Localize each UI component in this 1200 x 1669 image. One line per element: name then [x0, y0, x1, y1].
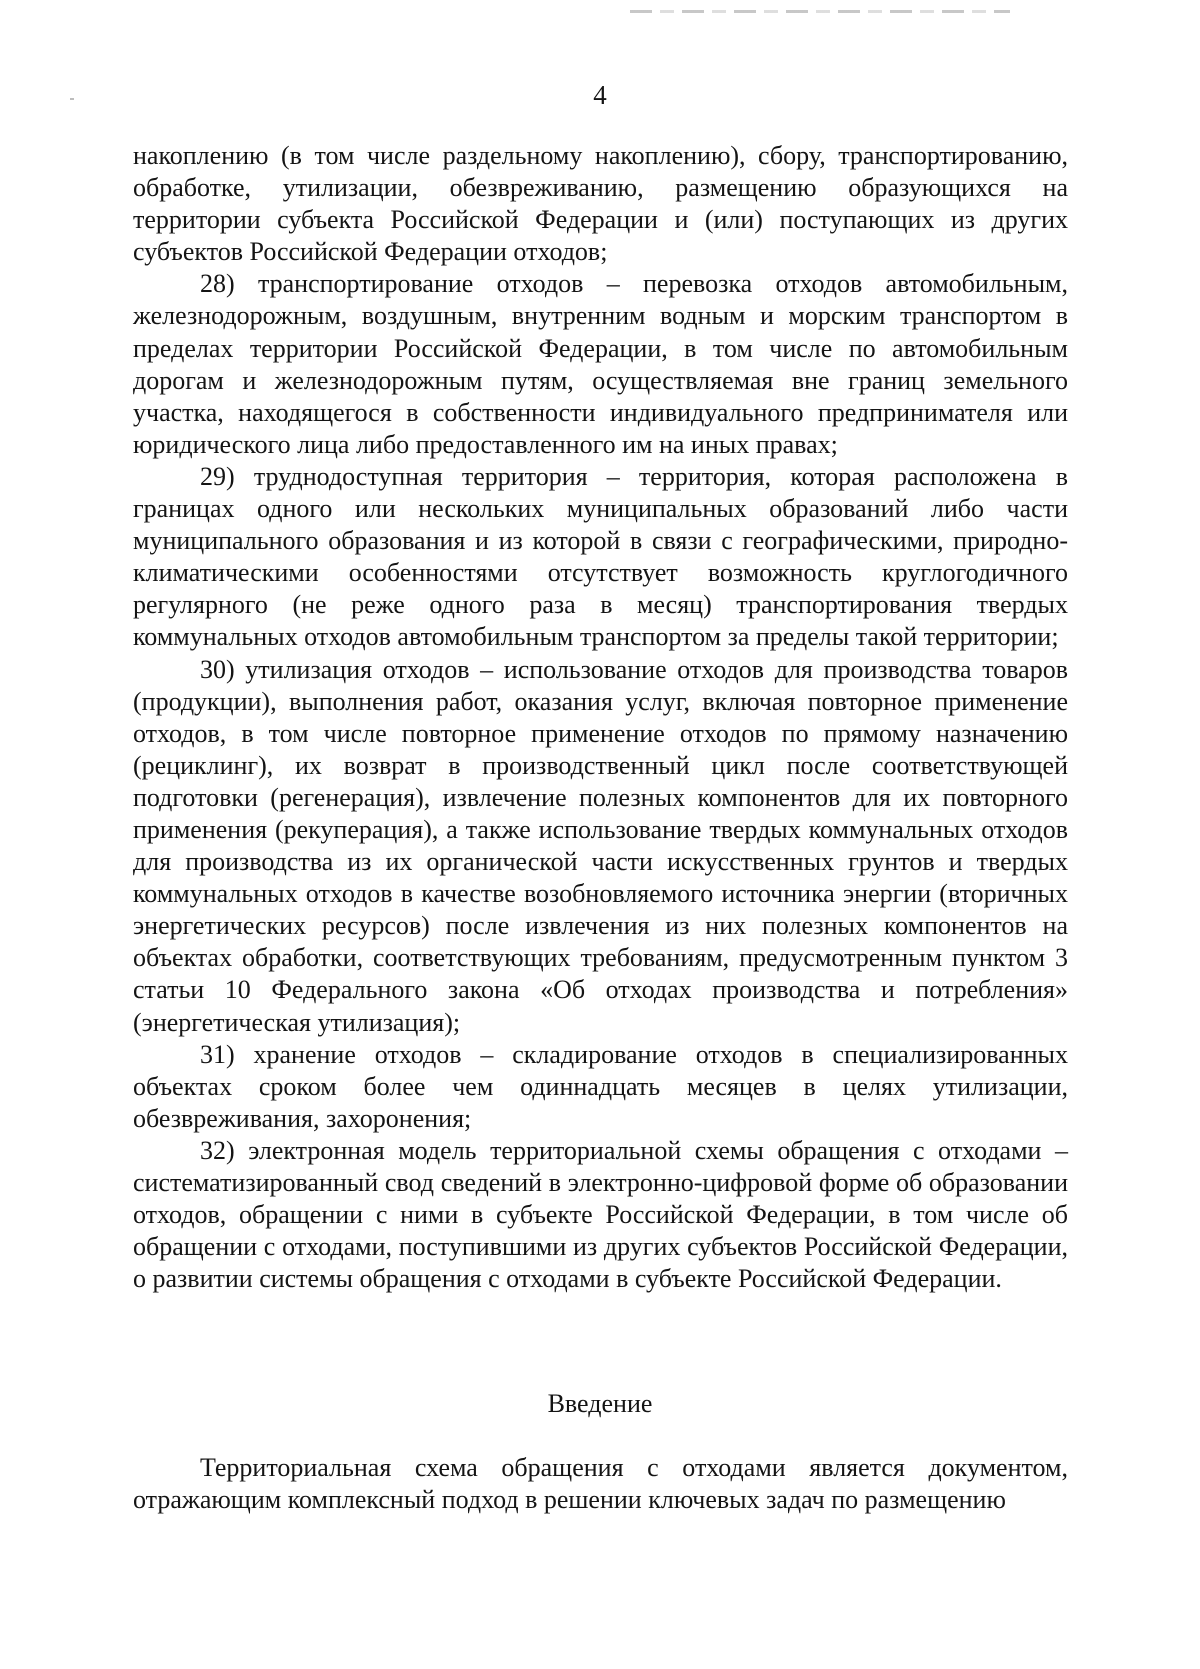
definition-32: 32) электронная модель территориальной схемы обращения с отходами – систематизированный свод сведений в электронно-цифровой форме об образовании отходов, обращении с ними в субъекте Российской Федерации, в том числе об обращении с отходами, поступившими из других субъектов Российской Федерации, о развитии системы обращения с отходами в субъекте Российской Федерации.: [133, 1135, 1068, 1294]
definition-29: 29) труднодоступная территория – территория, которая расположена в границах одного или нескольких муниципальных образований либо части муниципального образования и из которой в связи с географическими, природно-климатическими особенностями отсутствует возможность круглогодичного регулярного (не реже одного раза в месяц) транспортирования твердых коммунальных отходов автомобильным транспортом за пределы такой территории;: [133, 461, 1068, 652]
intro-paragraph: Территориальная схема обращения с отходами является документом, отражающим комплексный подход в решении ключевых задач по размещению: [133, 1453, 1068, 1515]
intro-section: [133, 1452, 1068, 1516]
section-heading: Введение: [547, 1389, 653, 1418]
paragraph-continuation: накоплению (в том числе раздельному накоплению), сбору, транспортированию, обработке, утилизации, обезвреживанию, размещению образующихся на территории субъекта Российской Федерации и (или) поступающих из других субъектов Российской Федерации отходов;: [133, 141, 1068, 267]
definitions-list: [133, 140, 1068, 1295]
definition-28: 28) транспортирование отходов – перевозка отходов автомобильным, железнодорожным, воздушным, внутренним водным и морским транспортом в пределах территории Российской Федерации, в том числе по автомобильным дорогам и железнодорожным путям, осуществляемая вне границ земельного участка, находящегося в собственности индивидуального предпринимателя или юридического лица либо предоставленного им на иных правах;: [133, 269, 1068, 459]
page-number: 4: [593, 80, 607, 110]
scan-artifact: [630, 10, 1010, 13]
definition-31: 31) хранение отходов – складирование отходов в специализированных объектах сроком более чем одиннадцать месяцев в целях утилизации, обезвреживания, захоронения;: [133, 1039, 1068, 1133]
definition-30: 30) утилизация отходов – использование отходов для производства товаров (продукции), выполнения работ, оказания услуг, включая повторное применение отходов, в том числе повторное применение отходов по прямому назначению (рециклинг), их возврат в производственный цикл после соответствующей подготовки (регенерация), извлечение полезных компонентов для их повторного применения (рекуперация), а также использование твердых коммунальных отходов для производства из их органической части искусственных грунтов и твердых коммунальных отходов в качестве возобновляемого источника энергии (вторичных энергетических ресурсов) после извлечения из них полезных компонентов на объектах обработки, соответствующих требованиям, предусмотренным пунктом 3 статьи 10 Федерального закона «Об отходах производства и потребления» (энергетическая утилизация);: [133, 654, 1068, 1037]
